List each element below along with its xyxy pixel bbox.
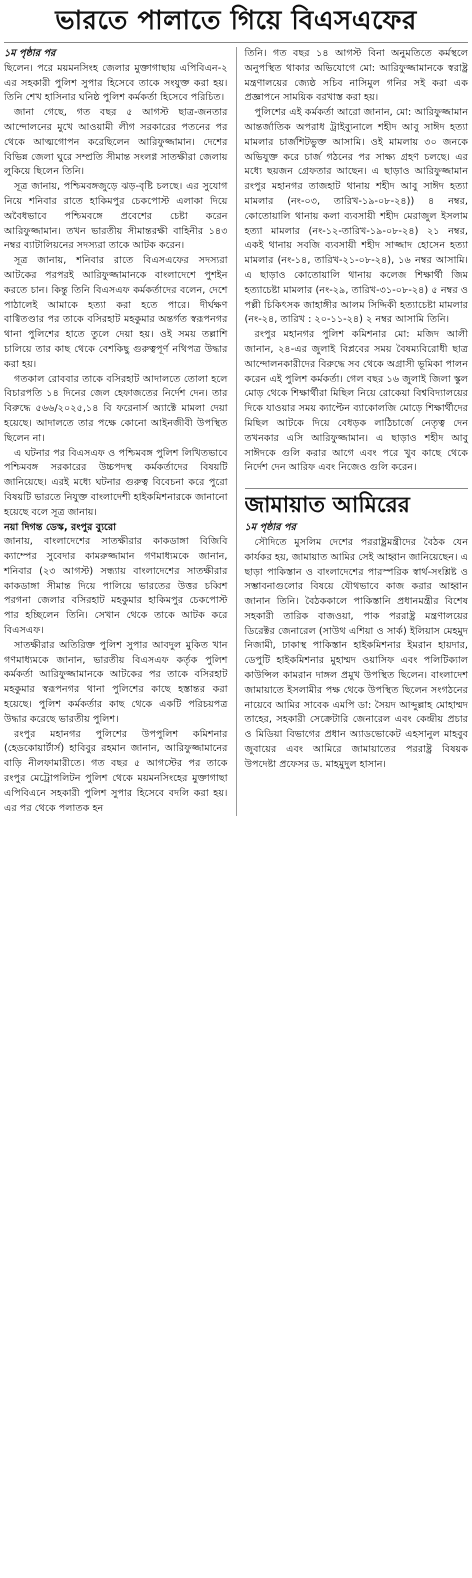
article-headline: ভারতে পালাতে গিয়ে বিএসএফের bbox=[4, 4, 468, 43]
article-columns bbox=[4, 47, 468, 816]
left-column bbox=[4, 47, 228, 816]
paragraph: রংপুর মহানগর পুলিশ কমিশনার মো: মজিদ আলী জানান, ২৪-এর জুলাই বিপ্লবের সময় বৈষম্যবিরোধী ছাত্র আন্দোলনকারীদের বিরুদ্ধে সব থেকে অগ্রাসী ভূমিকা পালন করেন এই পুলিশ কর্মকর্তা। গেল বছর ১৬ জুলাই জিলা স্কুল মোড় থেকে শিক্ষার্থীরা মিছিল নিয়ে রোকেয়া বিশ্ববিদ্যালয়ের দিকে যাওয়ার সময় ক্যাপ্টেন ব্যাকোলজি মোড়ে শিক্ষার্থীদের মিছিল আটকে দিয়ে বেধড়ক লাঠিচার্জে নেতৃত্ব দেন তখনকার এসি আরিফুজ্জামান। এ ছাড়াও শহীদ আবু সাঈদকে গুলি করার আগে এবং পরে খুব কাছে থেকে নির্দেশ দেন আরিফ এবং নিজেও গুলি করেন। bbox=[244, 329, 469, 474]
paragraph: তিনি। গত বছর ১৪ আগস্ট বিনা অনুমতিতে কর্মস্থলে অনুপস্থিত থাকার অভিযোগে মো: আরিফুজ্জামানকে স্বরাষ্ট্র মন্ত্রণালয়ের জ্যেষ্ঠ সচিব নাসিমুল গনির সই করা এক প্রজ্ঞাপনে সাময়িক বরখাস্ত করা হয়। bbox=[244, 48, 469, 104]
right-column bbox=[245, 47, 469, 816]
continuation-label: ১ম পৃষ্ঠার পর bbox=[4, 48, 56, 59]
paragraph: এ ঘটনার পর বিএসএফ ও পশ্চিমবঙ্গ পুলিশ লিখিতভাবে পশ্চিমবঙ্গ সরকারের উচ্চপদস্থ কর্মকর্তাদের বিষয়টি জানিয়েছে। এরই মধ্যে ঘটনার গুরুত্ব বিবেচনা করে পুরো বিষয়টি ভারতে নিযুক্ত বাংলাদেশী হাইকমিশনারকে জানানো হয়েছে বলে সূত্র জানায়। bbox=[4, 447, 228, 518]
paragraph: জানা গেছে, গত বছর ৫ আগস্ট ছাত্র-জনতার আন্দোলনের মুখে আওয়ামী লীগ সরকারের পতনের পর থেকে আত্মগোপন করেছিলেন আরিফুজ্জামান। দেশের বিভিন্ন জেলা ঘুরে সম্প্রতি সীমান্ত সংলগ্ন সাতক্ষীরা জেলায় লুকিয়ে ছিলেন তিনি। bbox=[4, 107, 228, 178]
paragraph: সাতক্ষীরার অতিরিক্ত পুলিশ সুপার আবদুল মুকিত খান গণমাধ্যমকে জানান, ভারতীয় বিএসএফ কর্তৃক পুলিশ কর্মকর্তা আরিফুজ্জামানকে আটকের পর তাকে বসিরহাট মহকুমার স্বরূপনগর থানা পুলিশের কাছে হস্তান্তর করা হয়েছে। পুলিশ কর্মকর্তার কাছ থেকে একটি পরিচয়পত্র উদ্ধার করেছে ভারতীয় পুলিশ। bbox=[4, 639, 228, 725]
column-divider bbox=[236, 47, 237, 816]
continuation-label: ১ম পৃষ্ঠার পর bbox=[244, 522, 296, 534]
paragraph: গতকাল রোববার তাকে বসিরহাট আদালতে তোলা হলে বিচারপতি ১৪ দিনের জেল হেফাজতের নির্দেশ দেন। তার বিরুদ্ধে ৫৬৬/২০২৫,১৪ বি ফরেনার্স অ্যাক্টে মামলা দেয়া হয়েছে। আদালতে তার পক্ষে কোনো আইনজীবী উপস্থিত ছিলেন না। bbox=[4, 373, 228, 444]
second-article-headline: জামায়াত আমিরের bbox=[245, 488, 469, 521]
paragraph: জানায়, বাংলাদেশের সাতক্ষীরার কাকডাঙ্গা বিজিবি ক্যাম্পের সুবেদার কামরুজ্জামান গণমাধ্যমকে জানান, শনিবার (২৩ আগস্ট) সন্ধ্যায় বাংলাদেশের সাতক্ষীরার কাকডাঙ্গা সীমান্ত দিয়ে পালিয়ে ভারতের উত্তর চব্বিশ পরগনা জেলার বসিরহাট মহকুমার হাকিমপুর চেকপোস্ট পার হচ্ছিলেন তিনি। সেখান থেকে তাকে আটক করে বিএসএফ। bbox=[4, 536, 228, 637]
dateline: নয়া দিগন্ত ডেস্ক, রংপুর ব্যুরো bbox=[4, 521, 117, 533]
paragraph: ছিলেন। পরে ময়মনসিংহ জেলার মুক্তাগাছায় এপিবিএন-২ এর সহকারী পুলিশ সুপার হিসেবে তাকে সংযুক্ত করা হয়। তিনি শেখ হাসিনার ঘনিষ্ঠ পুলিশ কর্মকর্তা হিসেবে পরিচিত। bbox=[4, 62, 228, 104]
paragraph: সূত্র জানায়, পশ্চিমবঙ্গজুড়ে ঝড়-বৃষ্টি চলছে। এর সুযোগ নিয়ে শনিবার রাতে হাকিমপুর চেকপোস্ট এলাকা দিয়ে অবৈধভাবে পশ্চিমবঙ্গে প্রবেশের চেষ্টা করেন আরিফুজ্জামান। তখন ভারতীয় সীমান্তরক্ষী বাহিনীর ১৪৩ নম্বর ব্যাটালিয়নের সদস্যরা তাকে আটক করেন। bbox=[4, 181, 228, 252]
paragraph: সূত্র জানায়, শনিবার রাতে বিএসএফের সদস্যরা আটকের পরপরই আরিফুজ্জামানকে বাংলাদেশে পুশইন করতে চান। কিন্তু তিনি বিএসএফ কর্মকর্তাদের বলেন, দেশে পাঠালেই আমাকে হত্যা করা হতে পারে। দীর্ঘক্ষণ বাগ্বিতণ্ডার পর তাকে বসিরহাট মহকুমার অন্তর্গত স্বরূপনগর থানা পুলিশের হাতে তুলে দেয়া হয়। ওই সময় তল্লাশি চালিয়ে তার কাছ থেকে বেশকিছু গুরুত্বপূর্ণ নথিপত্র উদ্ধার করা হয়। bbox=[4, 255, 228, 370]
paragraph: সৌদিতে মুসলিম দেশের পররাষ্ট্রমন্ত্রীদের বৈঠক যেন কার্যকর হয়, জামায়াত আমির সেই আহ্বান জানিয়েছেন। এ ছাড়া পাকিস্তান ও বাংলাদেশের পারস্পরিক স্বার্থ-সংশ্লিষ্ট ও সম্ভাবনাগুলোর বিষয়ে যৌথভাবে কাজ করার আহ্বান জানান তিনি। বৈঠককালে পাকিস্তানি প্রধানমন্ত্রীর বিশেষ সহকারী তারিক বাজওয়া, পাক পররাষ্ট্র মন্ত্রণালয়ের ডিরেক্টর জেনারেল (সাউথ এশিয়া ও সার্ক) ইলিয়াস মেহমুদ নিজামী, ঢাকাস্থ পাকিস্তান হাইকমিশনার ইমরান হায়দার, ডেপুটি হাইকমিশনার মুহাম্মদ ওয়াসিফ এবং পলিটিক্যাল কাউন্সিল কামরান দাঙ্গল প্রমুখ উপস্থিত ছিলেন। বাংলাদেশ জামায়াতে ইসলামীর পক্ষ থেকে উপস্থিত ছিলেন সংগঠনের নায়েবে আমির সাবেক এমপি ডা: সৈয়দ আব্দুল্লাহ মোহাম্মদ তাহের, সহকারী সেক্রেটারি জেনারেল এবং কেন্দ্রীয় প্রচার ও মিডিয়া বিভাগের প্রধান অ্যাডভোকেট এহসানুল মাহবুব জুবায়ের এবং আমিরে জামায়াতের পররাষ্ট্র বিষয়ক উপদেষ্টা প্রফেসর ড. মাহমুদুল হাসান। bbox=[244, 536, 469, 770]
paragraph: পুলিশের এই কর্মকর্তা আরো জানান, মো: আরিফুজ্জামান আন্তর্জাতিক অপরাধ ট্রাইব্যুনালে শহীদ আবু সাঈদ হত্যা মামলার চার্জশিটভুক্ত আসামি। ওই মামলায় ৩০ জনকে অভিযুক্ত করে চার্জ গঠনের পর সাক্ষ্য গ্রহণ চলছে। এর মধ্যে ছয়জন গ্রেফতার আছেন। এ ছাড়াও আরিফুজ্জামান রংপুর মহানগর তাজহাট থানায় শহীদ আবু সাঈদ হত্যা মামলার (নং-০৩, তারিখ-১৯-০৮-২৪)) ৪ নম্বর, কোতোয়ালি থানায় কলা ব্যবসায়ী শহীদ মেরাজুল ইসলাম হত্যা মামলার (নং-১২-তারিখ-১৯-০৮-২৪) ২১ নম্বর, একই থানায় সবজি ব্যবসায়ী শহীদ সাজ্জাদ হোসেন হত্যা মামলার (নং-১৪, তারিখ-২১-০৮-২৪), ১৬ নম্বর আসামি। এ ছাড়াও কোতোয়ালি থানায় কলেজ শিক্ষার্থী জিম হত্যাচেষ্টা মামলার (নং-২৯, তারিখ-৩১-০৮-২৪) ৫ নম্বর ও পল্লী চিকিৎসক জাহাঙ্গীর আলম সিদ্দিকী হত্যাচেষ্টা মামলার (নং-২৪, তারিখ : ২০-১১-২৪) ২ নম্বর আসামি তিনি। bbox=[244, 107, 469, 326]
paragraph: রংপুর মহানগর পুলিশের উপপুলিশ কমিশনার (হেডকোয়ার্টার্স) হাবিবুর রহমান জানান, আরিফুজ্জামানের বাড়ি নীলফামারীতে। গত বছর ৫ আগস্টের পর তাকে রংপুর মেট্রোপলিটন পুলিশ থেকে ময়মনসিংহের মুক্তাগাছা এপিবিএনে সহকারী পুলিশ সুপার হিসেবে বদলি করা হয়। এর পর থেকে পলাতক হন bbox=[4, 728, 228, 814]
